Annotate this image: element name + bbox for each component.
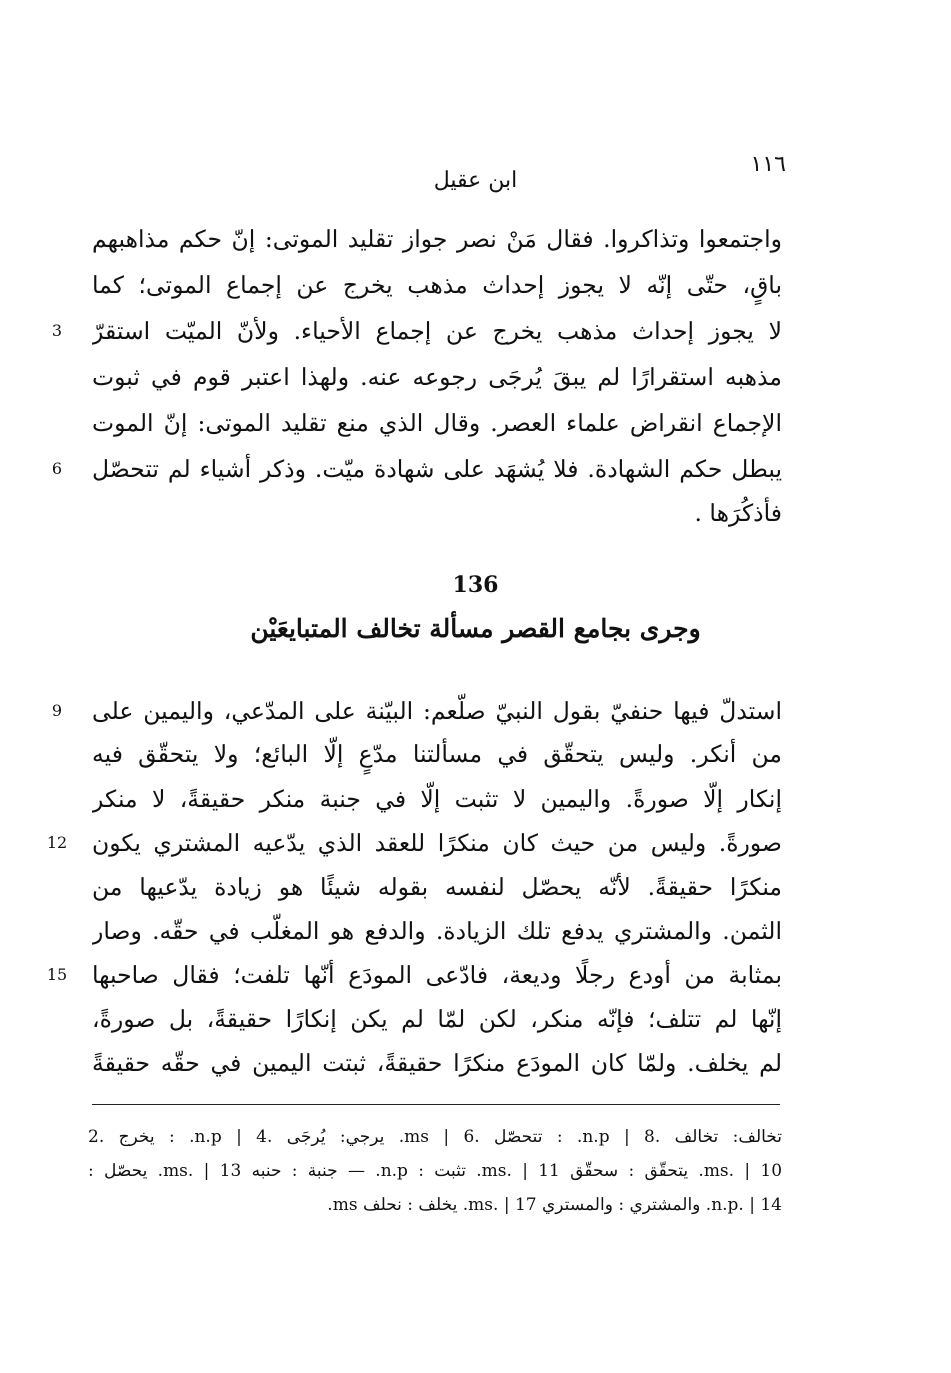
page-number: ١١٦ <box>750 152 786 177</box>
text-line <box>0 400 951 446</box>
text-line <box>0 820 951 866</box>
line-text: مذهبه استقرارًا لم يبقَ يُرجَى رجوعه عنه. ولهذا اعتبر قوم في ثبوت <box>92 363 782 391</box>
line-text: يبطل حكم الشهادة. فلا يُشهَد على شهادة ميّت. وذكر أشياء لم تتحصّل <box>92 455 782 483</box>
text-line <box>0 864 951 910</box>
line-text: استدلّ فيها حنفيّ بقول النبيّ صلّعم: البيّنة على المدّعي، واليمين على <box>92 697 782 725</box>
text-line <box>0 731 951 777</box>
line-text: إنّها لم تتلف؛ فإنّه منكر، لكن لمّا لم يكن إنكارًا حقيقةً، بل صورةً، <box>92 1005 782 1033</box>
line-text: من أنكر. وليس يتحقّق في مسألتنا مدّعٍ إلّا البائع؛ ولا يتحقّق فيه <box>92 740 782 768</box>
line-text: باقٍ، حتّى إنّه لا يجوز إحداث مذهب يخرج عن إجماع الموتى؛ كما <box>92 271 782 299</box>
footnote-rule <box>92 1104 780 1105</box>
line-text: فأذكُرَها . <box>694 499 782 527</box>
text-line <box>0 688 951 734</box>
line-number: 12 <box>46 833 68 852</box>
line-text: واجتمعوا وتذاكروا. فقال مَنْ نصر جواز تقليد الموتى: إنّ حكم مذاهبهم <box>92 225 782 253</box>
text-line <box>0 490 951 536</box>
line-text: الثمن. والمشتري يدفع تلك الزيادة. والدفع هو المغلّب في حقّه. وصار <box>92 917 782 945</box>
text-line <box>0 216 951 262</box>
line-text: لا يجوز إحداث مذهب يخرج عن إجماع الأحياء. ولأنّ الميّت استقرّ <box>92 317 782 345</box>
line-text: صورةً. وليس من حيث كان منكرًا للعقد الذي يدّعيه المشتري يكون <box>92 829 782 857</box>
line-text: الإجماع انقراض علماء العصر. وقال الذي منع تقليد الموتى: إنّ الموت <box>92 409 782 437</box>
text-line <box>0 908 951 954</box>
critical-apparatus <box>88 1120 782 1222</box>
running-head: ابن عقيل <box>433 168 518 193</box>
line-text: إنكار إلّا صورةً. واليمين لا تثبت إلّا في جنبة منكر حقيقةً، لا منكر <box>92 785 782 813</box>
line-number: 6 <box>51 459 63 478</box>
footnote-line: تخالف: تخالف .8 | n.p. : تتحصّل .6 | ms. يرجي: يُرجَى .4 | n.p. : يخرج .2 <box>88 1127 782 1147</box>
text-line <box>0 952 951 998</box>
text-line <box>0 446 951 492</box>
text-line <box>0 308 951 354</box>
section-number: 136 <box>452 572 499 598</box>
line-number: 15 <box>46 965 68 984</box>
line-number: 9 <box>51 701 63 720</box>
footnote-line: ms. | 10. يتحقّق : سحقّق ms. | 11. تثبت : n.p. — جنبة : حنبه ms. | 13. يحصّل : <box>88 1161 782 1181</box>
text-line <box>0 1040 951 1086</box>
line-text: بمثابة من أودع رجلًا وديعة، فادّعى المودَع أنّها تلفت؛ فقال صاحبها <box>92 961 782 989</box>
section-title: وجرى بجامع القصر مسألة تخالف المتبايعَيْن <box>250 614 701 643</box>
text-line <box>0 776 951 822</box>
text-line <box>0 262 951 308</box>
footnote-line: n.p. | 14. والمشتري : والمستري ms. | 17. يخلف : نحلف ms. <box>327 1195 782 1215</box>
text-line <box>0 996 951 1042</box>
text-line <box>0 354 951 400</box>
line-text: منكرًا حقيقةً. لأنّه يحصّل لنفسه بقوله شيئًا هو زيادة يدّعيها من <box>92 873 782 901</box>
line-text: لم يخلف. ولمّا كان المودَع منكرًا حقيقةً، ثبتت اليمين في حقّه حقيقةً <box>92 1049 782 1077</box>
line-number: 3 <box>51 321 63 340</box>
